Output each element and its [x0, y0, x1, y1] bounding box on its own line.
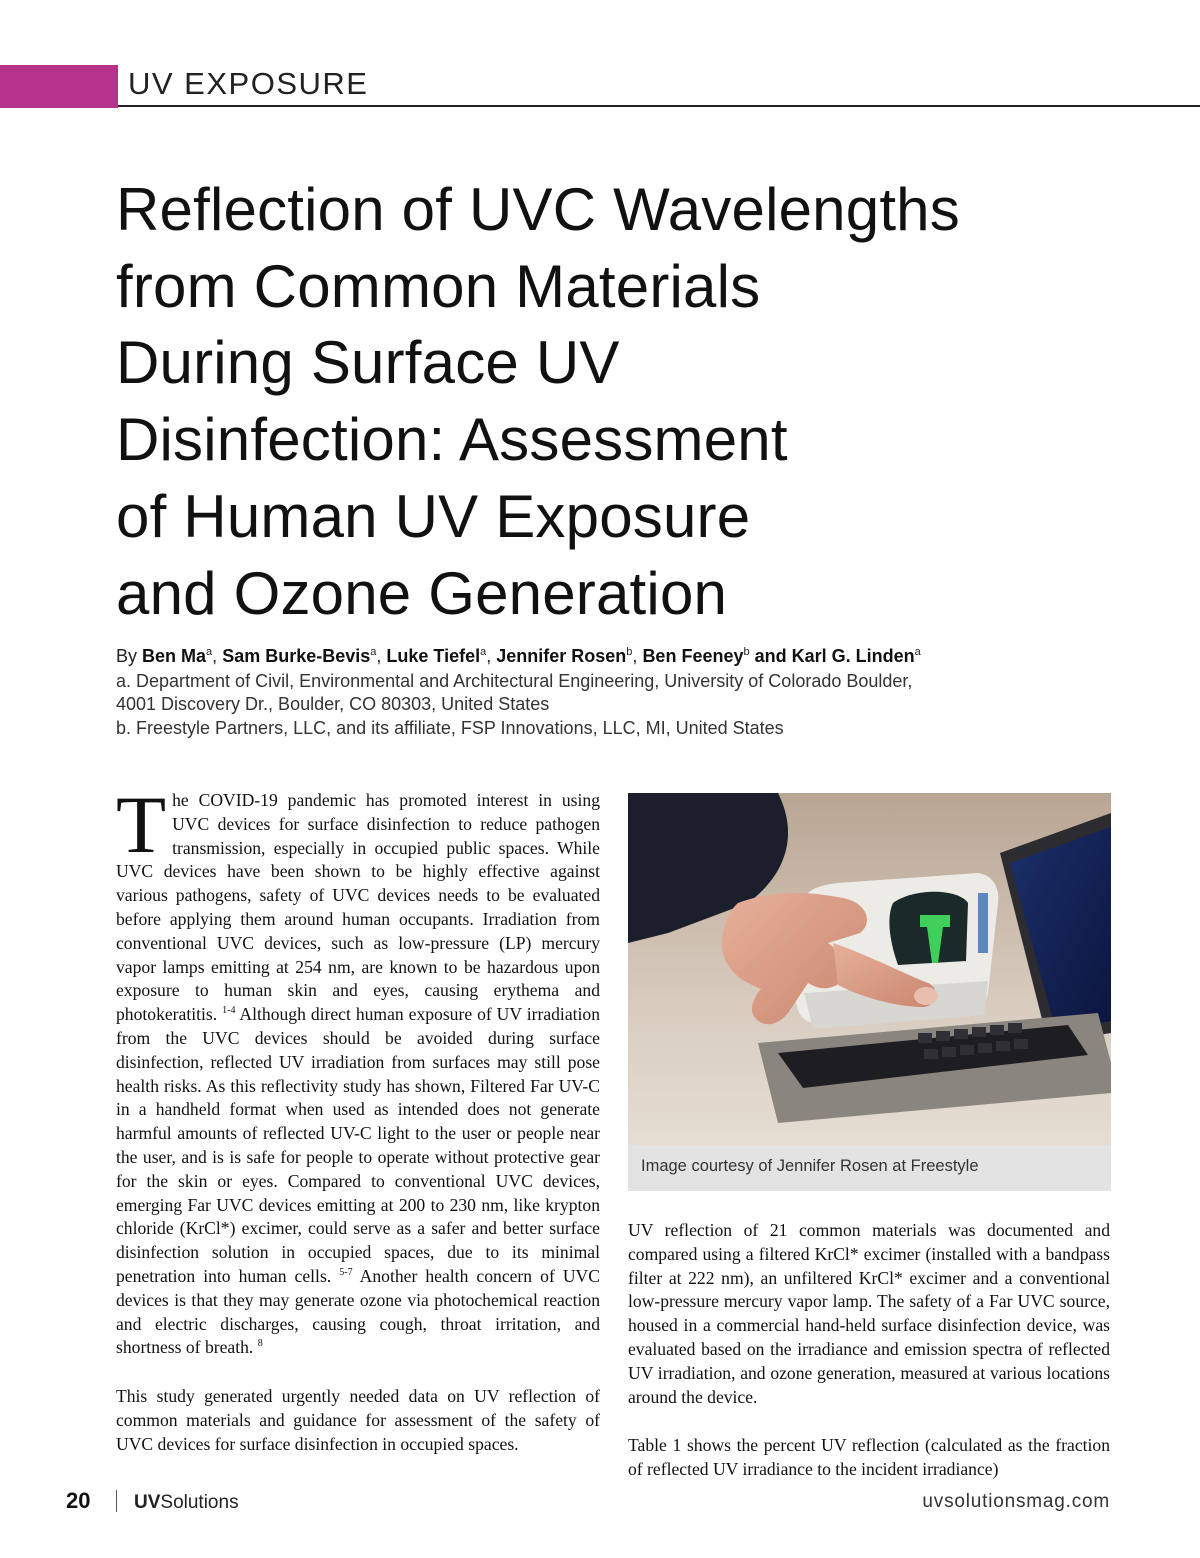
title-line: and Ozone Generation [116, 559, 728, 627]
body-text: Although direct human exposure of UV irradiation from the UVC devices should be avoided during surface disinfection, reflected UV irradiation from surfaces may still pose health risks. As this reflectivity study has shown, Filtered Far UV-C in a handheld format when used as intended does not generate harmful amounts of reflected UV-C light to the user or people near the user, and is is safe for people to operate without protective gear for the skin or eyes. Compared to conventional UVC devices, emerging Far UVC devices emitting at 200 to 230 nm, like krypton chloride (KrCl*) excimer, could serve as a safer and better surface disinfection solution in occupied spaces, due to its minimal penetration into human cells. [116, 1004, 600, 1286]
title-line: During Surface UV [116, 329, 620, 397]
body-paragraph: Table 1 shows the percent UV reflection (calculated as the fraction of reflected UV irradiance to the incident irradiance) [628, 1435, 1110, 1480]
magazine-url: uvsolutionsmag.com [922, 1491, 1110, 1512]
body-paragraph: This study generated urgently needed data on UV reflection of common materials and guidance for assessment of the safety of UVC devices for surface disinfection in occupied spaces. [116, 1386, 600, 1454]
hand-device-illustration [628, 793, 1111, 1145]
reference-marker: 5-7 [339, 1267, 353, 1279]
author-name: Ben Feeney [642, 646, 744, 666]
title-line: Disinfection: Assessment [116, 406, 788, 474]
author-name: Karl G. Linden [791, 646, 915, 666]
author-name: Luke Tiefel [386, 646, 481, 666]
title-line: Reflection of UVC Wavelengths [116, 176, 960, 243]
article-title [116, 172, 1146, 632]
body-paragraph: UV reflection of 21 common materials was documented and compared using a filtered KrCl* excimer (installed with a bandpass filter at 222 nm), an unfiltered KrCl* excimer and a conventional low-pressure mercury vapor lamp. The safety of a Far UVC source, housed in a commercial hand-held surface disinfection device, was evaluated based on the irradiance and emission spectra of reflected UV irradiation, and ozone generation, measured at various locations around the device. [628, 1220, 1110, 1407]
author-affiliation-mark: a [370, 646, 377, 658]
brand-rest: Solutions [160, 1492, 239, 1513]
figure-caption-box [628, 1145, 1111, 1191]
title-line: from Common Materials [116, 252, 761, 320]
affiliation-line: b. Freestyle Partners, LLC, and its affiliate, FSP Innovations, LLC, MI, United States [116, 718, 784, 738]
body-column-left [116, 779, 600, 1457]
author-affiliation-mark: a [206, 646, 213, 658]
body-paragraph [116, 779, 600, 1360]
author-affiliation-mark: b [743, 646, 750, 658]
reference-marker: 8 [257, 1338, 263, 1350]
byline: By Ben Ma$^a$, Sam Burke-Bevis$^a$, Luke Tiefel$^a$, Jennifer Rosen$^b$, Ben Feeney$^b$ and Karl G. Linden$^a$ [116, 646, 921, 666]
section-label: UV EXPOSURE [128, 66, 369, 101]
body-column-right [628, 1219, 1110, 1482]
byline-prefix: By [116, 646, 138, 666]
article-photo [628, 793, 1111, 1145]
author-affiliation-mark: a [914, 646, 921, 658]
author-name: Ben Ma [142, 646, 207, 666]
affiliation-line: 4001 Discovery Dr., Boulder, CO 80303, United States [116, 694, 550, 714]
body-text: Another health concern of UVC devices is that they may generate ozone via photochemical reaction and electric discharges, causing cough, throat irritation, and shortness of breath. [116, 1265, 600, 1358]
byline-and: and [754, 646, 787, 666]
title-line: of Human UV Exposure [116, 482, 751, 550]
magazine-brand [134, 1492, 239, 1514]
affiliation-line: a. Department of Civil, Environmental and Architectural Engineering, University of Colorado Boulder, [116, 671, 913, 691]
page-number: 20 [66, 1488, 91, 1513]
author-name: Jennifer Rosen [496, 646, 627, 666]
body-text: he COVID-19 pandemic has promoted interest in using UVC devices for surface disinfection to reduce pathogen transmission, especially in occupied public spaces. While UVC devices have been shown to be highly effective against various pathogens, safety of UVC devices needs to be evaluated before applying them around human occupants. Irradiation from conventional UVC devices, such as low-pressure (LP) mercury vapor lamps emitting at 254 nm, are known to be hazardous upon exposure to human skin and eyes, causing erythema and photokeratitis. [116, 790, 600, 1025]
drop-cap: T [116, 779, 167, 870]
author-affiliation-mark: b [626, 646, 633, 658]
figure-caption: Image courtesy of Jennifer Rosen at Freestyle [641, 1157, 979, 1175]
reference-marker: 1-4 [222, 1005, 236, 1017]
section-rule [118, 105, 1200, 107]
author-name: Sam Burke-Bevis [222, 646, 371, 666]
author-affiliation-mark: a [480, 646, 487, 658]
footer-separator [116, 1490, 117, 1512]
brand-bold: UV [134, 1492, 161, 1513]
section-accent-bar [0, 65, 118, 108]
